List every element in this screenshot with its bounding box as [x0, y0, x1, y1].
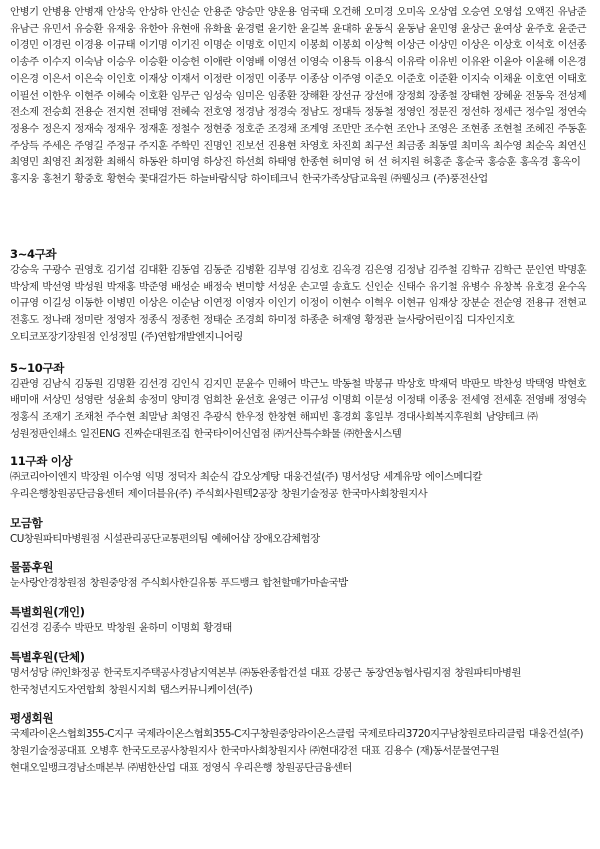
donor-names-special-individual: 김선경 김종수 박판모 박창원 윤하미 이명희 황경태: [10, 622, 232, 635]
donor-section-donation-box: [10, 516, 590, 548]
spacer: [10, 637, 590, 650]
section-heading-special-individual: 특별회원(개인): [10, 605, 85, 620]
section-heading-donation-box: 모금함: [10, 515, 43, 530]
spacer: [10, 232, 590, 247]
spacer: [10, 698, 590, 711]
donor-section-11-plus: [10, 454, 590, 502]
donor-section-lifetime: [10, 711, 590, 776]
donor-names-general: 안병기 안병용 안병재 안상욱 안상하 안신순 안용준 양승만 양운용 엄국태 오건해 오미경 오미옥 오상엽 오승연 오영섭 오액진 유남준 유남근 유민서 유승환 유재웅 유한아 유현애 유화율 윤경렬 윤기한 윤길복 윤대하 윤동식 윤동남 윤민영 윤상근 윤여상 윤주호 윤준근 이경민 이경린 이경용 이규태 이기명 이기진 이명순 이명호 이민지 이봉희 이봉희 이상혁 이상근 이상민 이상은 이상호 이석호 이선종 이송주 이수지 이숙남 이승우 이승환 이승헌 이애란 이영배 이영선 이영숙 이용득 이용식 이유락 이유빈 이유완 이윤아 이윤해 이은경 이은경 이은서 이은숙 이인호 이재상 이재서 이정란 이정민 이종무 이종삼 이주영 이준오 이준호 이준환 이지숙 이채윤 이호연 이태호 이필선 이한우 이현주 이혜숙 이호환 임무근 임성숙 임미은 임종환 장해환 장선규 장선애 장정희 장종철 장태현 장혜윤 전동욱 전성제 전소제 전승희 전용순 전지현 전태영 전혜숙 전호영 정경남 정경숙 정남도 정대득 정동철 정영인 정문진 정선하 정세근 정수일 정연숙 정용수 정은지 정재숙 정재우 정재훈 정철수 정현중 정호준 조경채 조계영 조만만 조수현 조안나 조영은 조현종 조현철 조혜진 주동훈 주상득 주세은 주영길 주정규 주지훈 주학민 진명인 진보선 진용현 차영호 차진희 최구선 최금종 최동열 최미옥 최수영 최순옥 최연신 최영민 최영진 최정환 최해식 하동완 하미영 하상진 하선희 하태영 한종현 허미영 허 선 허지원 허홍준 홍순국 홍승훈 홍옥경 홍옥이 홍지웅 홍천기 황중호 황현숙 꽃대걸가든 하늘바람식당 하이테크닉 한국가족상담교육원 ㈜웰싱크 (주)풍전산업: [10, 6, 587, 186]
spacer: [10, 346, 590, 361]
donor-names-3-4: 강승욱 구광수 권영호 김기섭 김대환 김동엽 김동준 김병환 김부영 김성호 김옥경 김은영 김정남 김주철 김학규 김학근 문인연 박명훈 박상제 박선영 박성원 박재홍 박준영 배성순 배정숙 변미향 서성운 손고열 송효도 신인순 신태수 유기철 유병수 유창복 유호경 윤수옥 이규영 이길성 이동한 이병민 이상은 이순남 이연정 이영자 이인기 이정이 이현수 이혁우 이현규 임재상 장분순 전순영 전용규 전현교 전홍도 정나래 정미란 정영자 정종식 정종헌 정태순 조경희 하미정 하종춘 허재영 황정관 늘사랑어린이집 디자인지호 오티코포장기장원점 인성정밀 (주)연합개발엔지니어링: [10, 264, 587, 343]
spacer: [10, 547, 590, 560]
spacer: [10, 592, 590, 605]
section-heading-5-10: 5~10구좌: [10, 360, 65, 375]
donor-names-donation-box: CU창원파티마병원점 시설관리공단교통편의팀 예혜어샵 장애오감체험장: [10, 532, 320, 545]
section-heading-lifetime: 평생회원: [10, 711, 54, 726]
donor-names-lifetime: 국제라이온스협회355-C지구 국제라이온스협회355-C지구창원중앙라이온스클럽 국제로타리3720지구남창원로타리클럽 대웅건설(주) 창원기술정공대표 오병후 한국도로공사창원지사 한국마사회창원지사 ㈜현대강전 대표 김용수 (재)동서문물연구원 현대오일뱅크경남소매본부 ㈜범한산업 대표 정영식 우리은행 창원공단금융센터: [10, 728, 584, 774]
donor-section-in-kind: [10, 560, 590, 592]
donor-section-5-10: [10, 361, 590, 443]
spacer: [10, 503, 590, 516]
section-heading-3-4: 3~4구좌: [10, 247, 57, 261]
donor-section-3-4: [10, 247, 590, 346]
donor-names-in-kind: 눈사랑안경창원점 창원중앙점 주식회사한길유통 푸드뱅크 합천할매가마솥국밥: [10, 577, 348, 590]
donor-section-special-individual: [10, 605, 590, 637]
section-heading-in-kind: 물품후원: [10, 560, 54, 575]
donor-section-general: [10, 4, 590, 232]
spacer: [10, 442, 590, 454]
donor-section-special-group: [10, 650, 590, 698]
section-heading-special-group: 특별후원(단체): [10, 649, 85, 664]
donor-names-special-group: 명서성당 ㈜인화정공 한국토지주택공사경남지역본부 ㈜동완종합건설 대표 강봉근 동장연농협사림지점 창원파티마병원 한국청년지도자연합회 창원시지회 탭스커뮤니케이션(주): [10, 666, 521, 696]
donor-names-11-plus: ㈜코리아이엔지 박장원 이수영 익명 정덕자 최순식 갑오상계탕 대웅건설(주) 명서성당 세계유망 에이스메디칼 우리은행창원공단금융센터 제이더블유(주) 주식회사원텍2공장 창원기술정공 한국마사회창원지사: [10, 471, 482, 501]
section-heading-11-plus: 11구좌 이상: [10, 454, 73, 469]
donor-names-5-10: 김관영 김남식 김동원 김명환 김선경 김인식 김지민 문윤수 민해어 박근노 박동철 박봉규 박상호 박재덕 박판모 박찬성 박택영 박현호 배미애 서상민 성영란 성윤희 송정미 양미경 엄희찬 윤선호 윤영근 이규성 이명희 이문성 이정태 이종웅 전세영 전세훈 전영배 정영숙 정홍식 조재기 조채천 주수현 최말남 최영진 추광식 한우정 한창현 해피빈 홍경희 홍일부 경대사회복지후원회 남양테크 ㈜ 성원정판인쇄소 일진ENG 진짜순대원조집 한국타이어신엽점 ㈜거산특수화물 ㈜한울시스템: [10, 377, 587, 440]
